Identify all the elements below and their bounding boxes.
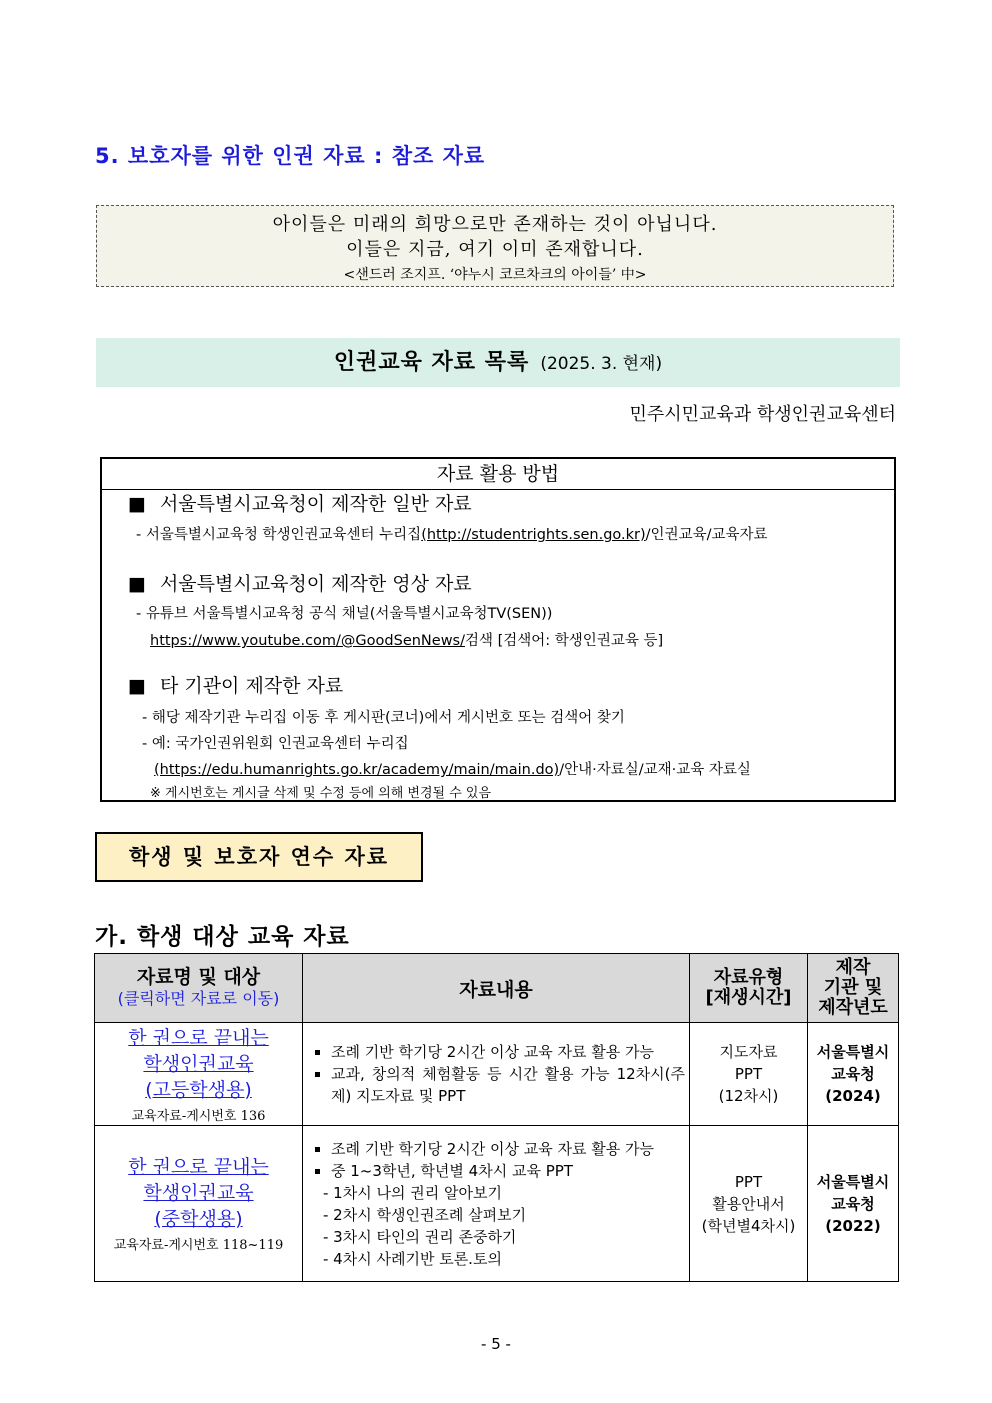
materials-table bbox=[94, 953, 899, 1282]
page-number: - 5 - bbox=[481, 1335, 511, 1353]
table-row bbox=[95, 1023, 899, 1126]
header-org: 제작 기관 및 제작년도 bbox=[808, 954, 899, 1023]
square-bullet-icon: ■ bbox=[128, 573, 146, 595]
usage-section-1-line bbox=[136, 523, 768, 544]
usage-section-2-label: 서울특별시교육청이 제작한 영상 자료 bbox=[159, 573, 472, 595]
usage-section-1-title bbox=[128, 489, 472, 516]
content-subitem: - 4차시 사례기반 토론.토의 bbox=[323, 1249, 502, 1268]
youtube-link[interactable]: https://www.youtube.com/@GoodSenNews/ bbox=[150, 633, 465, 649]
quote-source: <샌드러 조지프. ‘야누시 코르차크의 아이들’ 中> bbox=[343, 267, 647, 283]
content-bullet: ▪ 중 1~3학년, 학년별 4차시 교육 PPT bbox=[331, 1160, 685, 1182]
row-org-cell: 서울특별시 교육청 (2022) bbox=[808, 1126, 899, 1282]
usage-section-2-line-1: - 유튜브 서울특별시교육청 공식 채널(서울특별시교육청TV(SEN)) bbox=[136, 606, 553, 622]
usage-section-1-label: 서울특별시교육청이 제작한 일반 자료 bbox=[159, 493, 472, 515]
usage-section-3-title bbox=[128, 671, 343, 698]
material-link[interactable]: 한 권으로 끝내는 학생인권교육 (중학생용) bbox=[128, 1156, 269, 1230]
usage-section-3-line-1: - 해당 제작기관 누리집 이동 후 게시판(코너)에서 게시번호 또는 검색어 찾기 bbox=[142, 710, 625, 726]
training-materials-box: 학생 및 보호자 연수 자료 bbox=[95, 832, 423, 882]
square-bullet-icon: ■ bbox=[128, 675, 146, 697]
content-bullet: ▪ 교과, 창의적 체험활동 등 시간 활용 가능 12차시(주제) 지도자료 및 PPT bbox=[331, 1063, 685, 1107]
usage-line-text: - 서울특별시교육청 학생인권교육센터 누리집 bbox=[136, 527, 422, 543]
header-type: 자료유형 [재생시간] bbox=[690, 954, 808, 1023]
usage-section-3-label: 타 기관이 제작한 자료 bbox=[159, 675, 344, 697]
header-name-hint: (클릭하면 자료로 이동) bbox=[117, 989, 280, 1008]
header-content: 자료내용 bbox=[303, 954, 690, 1023]
square-bullet-icon: ■ bbox=[128, 493, 146, 515]
org-line: 민주시민교육과 학생인권교육센터 bbox=[629, 404, 896, 425]
sub-title: 가. 학생 대상 교육 자료 bbox=[95, 924, 350, 950]
material-link[interactable]: 한 권으로 끝내는 학생인권교육 (고등학생용) bbox=[128, 1026, 269, 1101]
usage-section-3-line-2: - 예: 국가인권위원회 인권교육센터 누리집 bbox=[142, 736, 409, 752]
row-title-cell bbox=[95, 1126, 303, 1282]
usage-note: ※ 게시번호는 게시글 삭제 및 수정 등에 의해 변경될 수 있음 bbox=[150, 786, 492, 801]
usage-box bbox=[100, 457, 896, 802]
content-subitem: - 1차시 나의 권리 알아보기 bbox=[323, 1183, 502, 1202]
row-content-cell bbox=[303, 1126, 690, 1282]
section-title: 5. 보호자를 위한 인권 자료 : 참조 자료 bbox=[95, 144, 486, 168]
row-title-cell bbox=[95, 1023, 303, 1126]
post-number: 교육자료-게시번호 118~119 bbox=[113, 1238, 284, 1253]
header-name bbox=[95, 954, 303, 1023]
quote-box bbox=[96, 205, 894, 287]
usage-header: 자료 활용 방법 bbox=[102, 459, 894, 490]
quote-line-1: 아이들은 미래의 희망으로만 존재하는 것이 아닙니다. bbox=[272, 214, 718, 235]
usage-section-2-title bbox=[128, 569, 472, 596]
usage-section-3-line-3 bbox=[154, 758, 751, 779]
usage-line-text: /안내·자료실/교재·교육 자료실 bbox=[559, 762, 751, 778]
table-header-row bbox=[95, 954, 899, 1023]
banner-title: 인권교육 자료 목록 bbox=[333, 350, 530, 375]
row-type-cell: PPT 활용안내서 (학년별4차시) bbox=[690, 1126, 808, 1282]
humanrights-link[interactable]: (https://edu.humanrights.go.kr/academy/main/main.do) bbox=[154, 762, 560, 778]
usage-section-2-line-2 bbox=[150, 629, 663, 650]
quote-line-2: 이들은 지금, 여기 이미 존재합니다. bbox=[346, 239, 644, 260]
table-row bbox=[95, 1126, 899, 1282]
content-bullet: ▪ 조례 기반 학기당 2시간 이상 교육 자료 활용 가능 bbox=[331, 1041, 685, 1063]
content-bullet: ▪ 조례 기반 학기당 2시간 이상 교육 자료 활용 가능 bbox=[331, 1138, 685, 1160]
content-subitem: - 2차시 학생인권조례 살펴보기 bbox=[323, 1205, 527, 1224]
row-content-cell bbox=[303, 1023, 690, 1126]
banner-date: (2025. 3. 현재) bbox=[540, 354, 663, 374]
usage-line-text: /인권교육/교육자료 bbox=[645, 527, 768, 543]
usage-line-text: 검색 [검색어: 학생인권교육 등] bbox=[465, 633, 664, 649]
content-subitem: - 3차시 타인의 권리 존중하기 bbox=[323, 1227, 517, 1246]
header-name-label: 자료명 및 대상 bbox=[136, 966, 261, 988]
catalog-banner bbox=[96, 338, 900, 387]
row-type-cell: 지도자료 PPT (12차시) bbox=[690, 1023, 808, 1126]
studentrights-link[interactable]: (http://studentrights.sen.go.kr) bbox=[421, 527, 646, 543]
post-number: 교육자료-게시번호 136 bbox=[131, 1108, 266, 1124]
row-org-cell: 서울특별시 교육청 (2024) bbox=[808, 1023, 899, 1126]
